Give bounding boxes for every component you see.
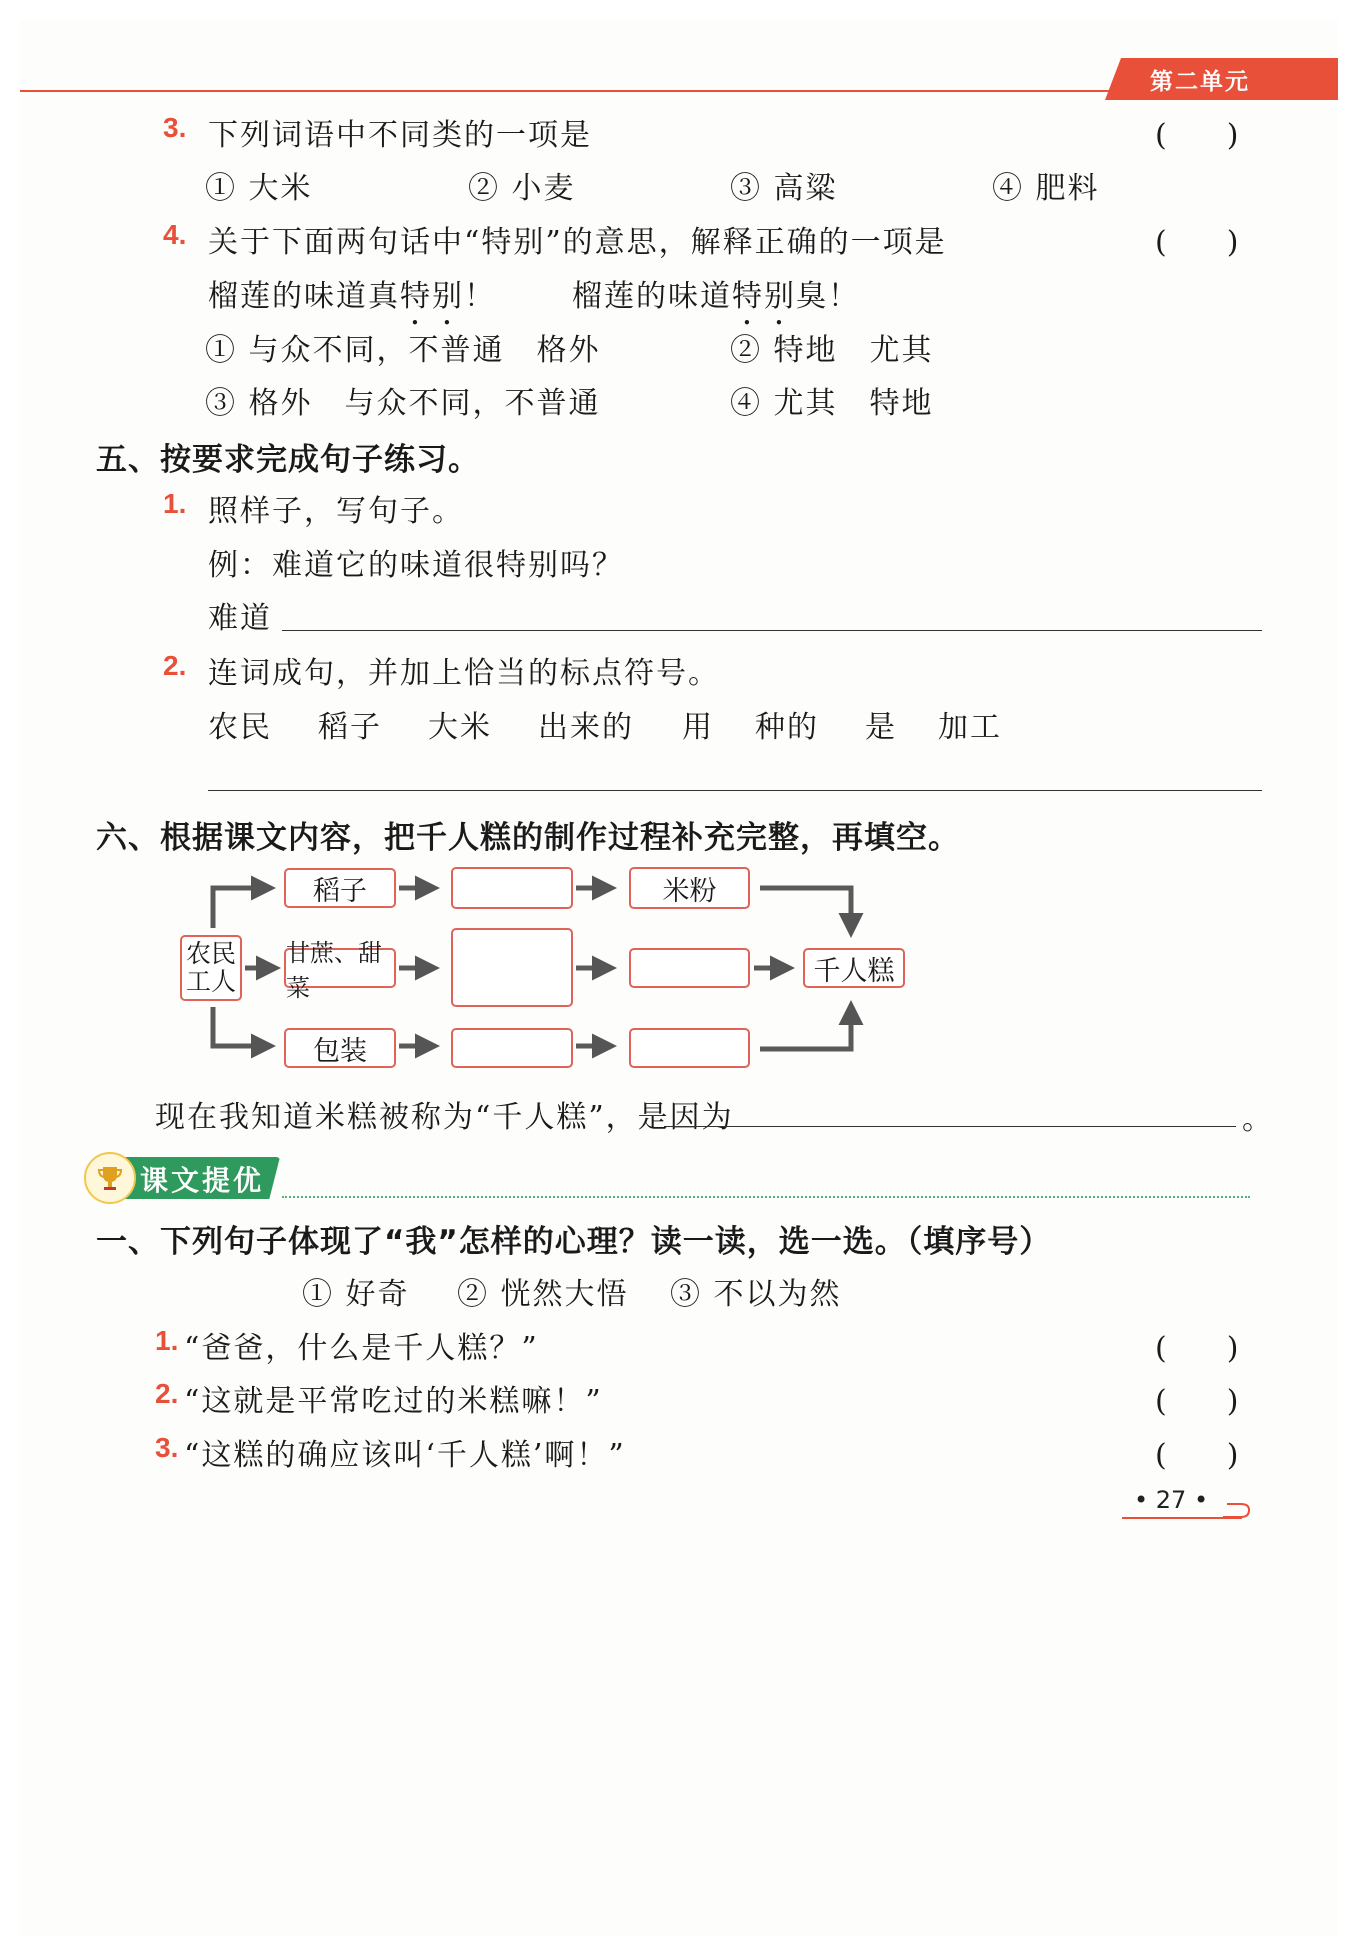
sec5-p2-word: 出来的 bbox=[538, 710, 634, 745]
q3-option-2: ② 小麦 bbox=[468, 171, 576, 206]
ex1-item-answer-paren[interactable]: ( ) bbox=[1155, 1384, 1239, 1419]
ex1-item-text: “爸爸，什么是千人糕？” bbox=[184, 1331, 539, 1366]
q4-option-1: ① 与众不同，不普通 格外 bbox=[205, 333, 601, 368]
q4-option-2: ② 特地 尤其 bbox=[730, 333, 934, 368]
sec5-p1-example: 例：难道它的味道很特别吗？ bbox=[208, 548, 624, 583]
ex1-title: 一、下列句子体现了“我”怎样的心理？读一读，选一选。（填序号） bbox=[96, 1224, 1052, 1260]
ex1-item-number: 1. bbox=[155, 1325, 179, 1356]
q3-option-3: ③ 高粱 bbox=[730, 171, 838, 206]
sec5-p2-word: 种的 bbox=[755, 710, 819, 745]
section-5-title: 五、按要求完成句子练习。 bbox=[96, 442, 480, 478]
ex1-choice-1: ① 好奇 bbox=[302, 1277, 410, 1312]
section-6-title: 六、根据课文内容，把千人糕的制作过程补充完整，再填空。 bbox=[96, 820, 960, 856]
flow-end-box: 千人糕 bbox=[803, 948, 905, 988]
q4-sentence-2 bbox=[572, 271, 860, 332]
q4-option-3: ③ 格外 与众不同，不普通 bbox=[205, 386, 601, 421]
q4-s1-emph: 特别 bbox=[400, 279, 464, 314]
q4-answer-paren[interactable]: ( ) bbox=[1155, 225, 1239, 260]
q4-s1-post: ！ bbox=[464, 279, 496, 314]
flow-r2-blank-1[interactable] bbox=[451, 928, 573, 1007]
ex1-item-text: “这糕的确应该叫‘千人糕’啊！” bbox=[184, 1438, 626, 1473]
sec6-fill-end: 。 bbox=[1242, 1102, 1274, 1137]
q4-s2-emph: 特别 bbox=[732, 279, 796, 314]
unit-tag-label: 第二单元 bbox=[1150, 69, 1250, 95]
sec6-fill-line[interactable] bbox=[664, 1126, 1236, 1127]
banner-dotted-rule bbox=[282, 1196, 1250, 1198]
ex1-item-answer-paren[interactable]: ( ) bbox=[1155, 1331, 1239, 1366]
flow-r3-blank-2[interactable] bbox=[629, 1028, 750, 1068]
banner-title: 课文提优 bbox=[140, 1164, 265, 1197]
sec5-p2-word: 加工 bbox=[938, 710, 1002, 745]
flow-start-box: 农民 工人 bbox=[180, 935, 242, 1001]
q3-answer-paren[interactable]: ( ) bbox=[1155, 118, 1239, 153]
q4-s2-post: 臭！ bbox=[796, 279, 860, 314]
ex1-item-number: 3. bbox=[155, 1432, 179, 1463]
sec5-p2-word: 稻子 bbox=[318, 710, 382, 745]
flow-r1-box-1: 稻子 bbox=[284, 868, 396, 908]
flow-r3-box-1: 包装 bbox=[284, 1028, 396, 1068]
sec5-p2-word: 用 bbox=[682, 710, 714, 745]
arrow-start-row3 bbox=[213, 1007, 271, 1046]
q3-text: 下列词语中不同类的一项是 bbox=[208, 118, 592, 153]
q4-s2-pre: 榴莲的味道 bbox=[572, 279, 732, 314]
flow-r2-blank-2[interactable] bbox=[629, 948, 750, 988]
sec5-p2-word: 是 bbox=[865, 710, 897, 745]
arrow-start-row1 bbox=[213, 888, 271, 928]
page-number: • 27 • bbox=[1134, 1486, 1209, 1514]
flow-r3-blank-1[interactable] bbox=[451, 1028, 573, 1068]
sec5-p2-number: 2. bbox=[163, 650, 187, 681]
q4-option-4: ④ 尤其 特地 bbox=[730, 386, 934, 421]
sec5-p1-number: 1. bbox=[163, 488, 187, 519]
q3-option-4: ④ 肥料 bbox=[992, 171, 1100, 206]
trophy-icon bbox=[84, 1152, 136, 1204]
flow-r2-box-1: 甘蔗、甜菜 bbox=[284, 948, 396, 988]
flow-r1-blank[interactable] bbox=[451, 867, 573, 909]
q4-text: 关于下面两句话中“特别”的意思，解释正确的一项是 bbox=[208, 225, 947, 260]
arrow-r3-to-end bbox=[760, 1005, 851, 1049]
sec5-p2-word: 大米 bbox=[428, 710, 492, 745]
q4-number: 4. bbox=[163, 219, 187, 250]
q4-s1-pre: 榴莲的味道真 bbox=[208, 279, 400, 314]
ex1-choice-3: ③ 不以为然 bbox=[670, 1277, 842, 1312]
q3-option-1: ① 大米 bbox=[205, 171, 313, 206]
sec5-p2-text: 连词成句，并加上恰当的标点符号。 bbox=[208, 656, 720, 691]
sec5-p2-answer-line[interactable] bbox=[208, 790, 1262, 791]
ex1-item-text: “这就是平常吃过的米糕嘛！” bbox=[184, 1384, 603, 1419]
sec6-fill-text: 现在我知道米糕被称为“千人糕”，是因为 bbox=[155, 1100, 734, 1135]
sec5-p1-answer-line[interactable] bbox=[282, 630, 1262, 631]
sec5-p2-word: 农民 bbox=[208, 710, 272, 745]
ex1-choice-2: ② 恍然大悟 bbox=[457, 1277, 629, 1312]
worksheet-page bbox=[20, 20, 1338, 1936]
flow-r1-box-3: 米粉 bbox=[629, 867, 750, 909]
q4-sentence-1 bbox=[208, 271, 496, 332]
ex1-item-answer-paren[interactable]: ( ) bbox=[1155, 1438, 1239, 1473]
ex1-item-number: 2. bbox=[155, 1378, 179, 1409]
sec5-p1-text: 照样子，写句子。 bbox=[208, 494, 464, 529]
q3-number: 3. bbox=[163, 112, 187, 143]
sec5-p1-start: 难道 bbox=[208, 601, 272, 636]
page-curl-icon bbox=[1223, 1500, 1253, 1520]
arrow-r1-to-end bbox=[760, 888, 851, 933]
